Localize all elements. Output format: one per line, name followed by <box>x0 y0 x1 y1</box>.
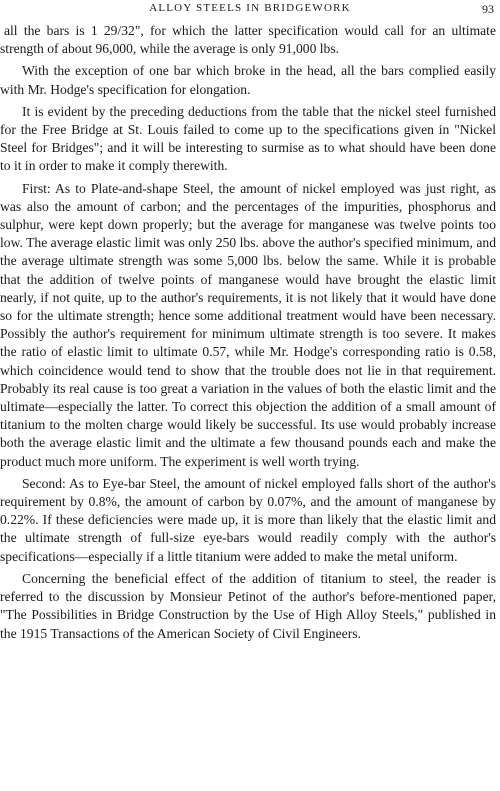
paragraph-5: Second: As to Eye-bar Steel, the amount of nickel employed falls short of the author's requirement by 0.8%, the amount of carbon by 0.07%, and the amount of manganese by 0.22%. If these deficiencies were made up, it is more than likely that the elastic limit and the ultimate strength of full-size eye-bars would readily comply with the author's specifications—especially if a little titanium were added to make the metal uniform. <box>0 475 496 564</box>
running-head: ALLOY STEELS IN BRIDGEWORK <box>149 2 351 14</box>
page-number: 93 <box>482 2 494 16</box>
paragraph-4: First: As to Plate-and-shape Steel, the amount of nickel employed was just right, as was also the amount of carbon; and the percentages of the impurities, phosphorus and sulphur, were kept down properly; but the average for manganese was twelve points too low. The average elastic limit was only 250 lbs. above the author's specified minimum, and the average ultimate strength was some 5,000 lbs. below the same. While it is probable that the addition of twelve points of manganese would have brought the elastic limit nearly, if not quite, up to the author's requirements, it is not likely that it would have done so for the ultimate strength; hence some additional treatment would have been necessary. Possibly the author's requirement for minimum ultimate strength is too severe. It makes the ratio of elastic limit to ultimate 0.57, while Mr. Hodge's corresponding ratio is 0.58, which coincidence would tend to show that the trouble does not lie in that requirement. Probably its real cause is too great a variation in the values of both the elastic limit and the ultimate—especially the latter. To correct this objection the addition of a small amount of titanium to the molten charge would likely be successful. Its use would probably increase both the average elastic limit and the ultimate a few thousand pounds each and make the product much more uniform. The experiment is well worth trying. <box>0 180 496 469</box>
paragraph-1: all the bars is 1 29/32", for which the latter specification would call for an ultimate strength of about 96,000, while the average is only 91,000 lbs. <box>0 23 496 57</box>
paragraph-3: It is evident by the preceding deductions from the table that the nickel steel furnished for the Free Bridge at St. Louis failed to come up to the specifications given in "Nickel Steel for Bridges"; and it will be interesting to surmise as to what should have been done to it in order to make it comply therewith. <box>0 103 496 174</box>
paragraph-6: Concerning the beneficial effect of the addition of titanium to steel, the reader is referred to the discussion by Monsieur Petinot of the author's before-mentioned paper, "The Possibilities in Bridge Construction by the Use of High Alloy Steels," published in the 1915 Transactions of the American Society of Civil Engineers. <box>0 570 496 641</box>
paragraph-2: With the exception of one bar which broke in the head, all the bars complied easily with Mr. Hodge's specification for elongation. <box>0 63 496 97</box>
body-text <box>0 22 496 647</box>
page-header <box>0 2 500 20</box>
